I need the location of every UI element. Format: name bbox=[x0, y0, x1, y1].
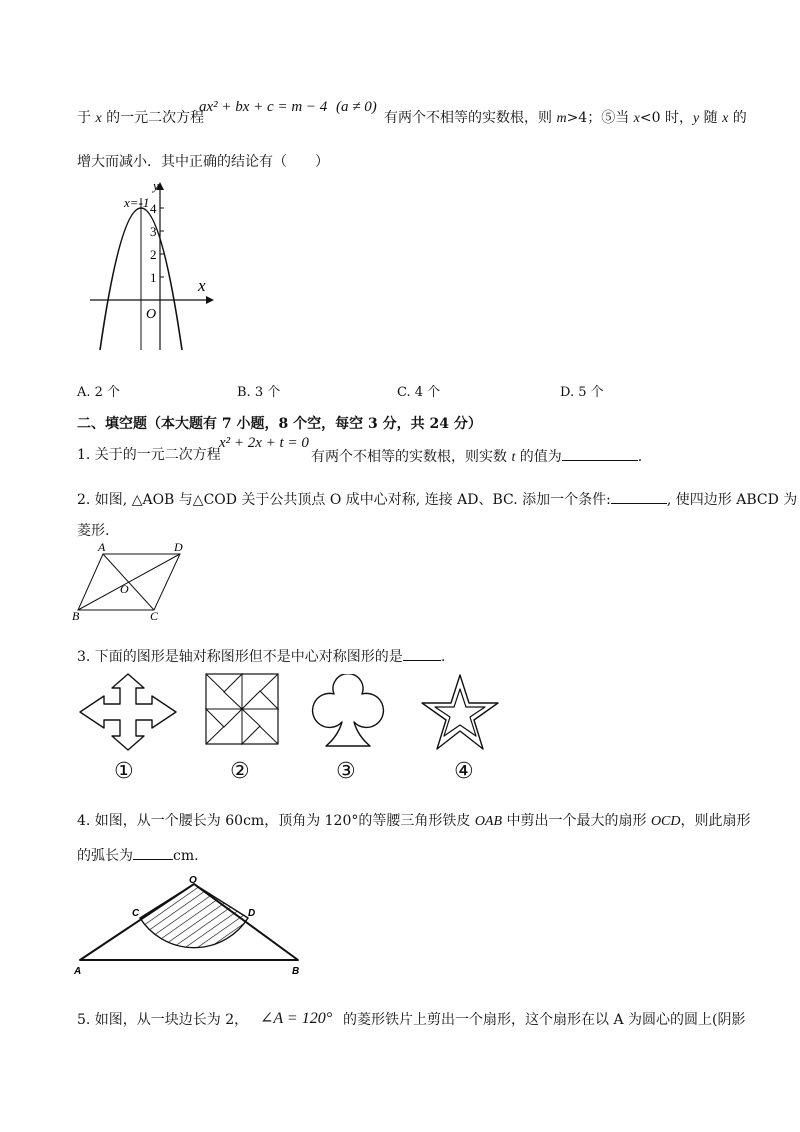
shape-number-1: ① bbox=[114, 759, 134, 784]
text-fragment: 的弧长为 bbox=[77, 848, 133, 864]
arrows-outline bbox=[80, 674, 176, 750]
y-axis-label: y bbox=[153, 178, 159, 193]
answer-blank[interactable] bbox=[133, 845, 173, 860]
var-x: x bbox=[95, 111, 102, 126]
prev-question-line-2: 增大而减小．其中正确的结论有（ ） bbox=[77, 154, 329, 170]
vertex-label-d: D bbox=[174, 540, 183, 554]
vertex-label-b: B bbox=[292, 966, 300, 977]
text-fragment: , 使四边形 ABCD 为 bbox=[666, 492, 798, 508]
shape-club bbox=[308, 674, 388, 750]
prev-question-line-1 bbox=[77, 109, 204, 128]
text-fragment: 有两个不相等的实数根，则 bbox=[384, 110, 557, 126]
prev-question-line-1-tail bbox=[384, 109, 747, 128]
vertex-label: x=-1 bbox=[124, 195, 150, 210]
text-fragment: . bbox=[440, 649, 446, 665]
var-t: t bbox=[511, 450, 516, 465]
text-fragment: 2. 如图, △AOB 与△COD 关于公共顶点 O 成中心对称, 连接 AD、BC. 添加一个条件: bbox=[77, 492, 611, 508]
text-fragment: ，则此扇形 bbox=[680, 813, 751, 829]
point-label-c: C bbox=[132, 908, 140, 919]
q2-line-1 bbox=[77, 489, 797, 509]
tick-label: 3 bbox=[150, 224, 157, 239]
origin-label: O bbox=[146, 307, 157, 322]
q4-line-1 bbox=[77, 812, 751, 831]
tick-label: 4 bbox=[150, 201, 157, 216]
tick-label: 1 bbox=[150, 270, 157, 285]
tick-label: 2 bbox=[150, 247, 157, 262]
q4-line-2 bbox=[77, 845, 199, 865]
q2-line-2: 菱形. bbox=[77, 523, 110, 539]
q5-prefix: 5. 如图，从一块边长为 2， bbox=[77, 1012, 249, 1028]
option-b: B. 3 个 bbox=[237, 385, 281, 400]
text-fragment: 3. 下面的图形是轴对称图形但不是中心对称图形的是 bbox=[77, 649, 403, 665]
prev-condition bbox=[336, 98, 377, 116]
diagonal-bd bbox=[78, 554, 180, 610]
vertex-label-a: A bbox=[74, 966, 82, 977]
point-label-d: D bbox=[248, 908, 256, 919]
q1-prefix: 1. 关于的一元二次方程 bbox=[77, 447, 221, 463]
pinwheel-blade bbox=[242, 709, 260, 744]
center-label-o: O bbox=[120, 582, 129, 596]
vertex-label-b: B bbox=[72, 609, 80, 620]
shape-number-2: ② bbox=[230, 759, 250, 784]
text-fragment: 有两个不相等的实数根，则实数 bbox=[311, 449, 512, 465]
text-fragment: cm. bbox=[173, 848, 199, 864]
shape-double-star bbox=[410, 672, 510, 752]
x-axis-arrow bbox=[206, 296, 214, 304]
section-heading: 二、填空题（本大题有 7 小题，8 个空，每空 3 分，共 24 分） bbox=[77, 416, 482, 432]
club-outline bbox=[313, 674, 384, 746]
text-fragment: 于 bbox=[77, 110, 96, 126]
var-ocd: OCD bbox=[650, 814, 681, 829]
pinwheel-blade bbox=[242, 691, 278, 709]
vertex-label-o: O bbox=[189, 875, 197, 886]
option-d: D. 5 个 bbox=[560, 385, 604, 400]
q1-equation: x² + 2x + t = 0 bbox=[219, 435, 309, 451]
x-axis-label: x bbox=[198, 276, 206, 295]
option-c: C. 4 个 bbox=[397, 385, 441, 400]
var-oab: OAB bbox=[474, 814, 503, 829]
prev-equation bbox=[199, 98, 327, 116]
text-fragment: . bbox=[637, 449, 643, 465]
q3-text bbox=[77, 646, 445, 666]
pinwheel-blade bbox=[206, 709, 242, 727]
parallelogram-figure bbox=[70, 540, 200, 620]
text-fragment: 4. 如图，从一个腰长为 60cm，顶角为 120°的等腰三角形铁皮 bbox=[77, 813, 475, 829]
parabola-graph bbox=[80, 178, 230, 358]
answer-blank[interactable] bbox=[562, 446, 638, 461]
vertex-label-c: C bbox=[150, 609, 159, 620]
vertex-label-a: A bbox=[98, 540, 106, 554]
option-a: A. 2 个 bbox=[77, 385, 121, 400]
shape-number-4: ④ bbox=[454, 759, 474, 784]
pinwheel-blade bbox=[224, 674, 242, 709]
text-fragment: 的值为 bbox=[515, 449, 562, 465]
equation-text: ax² + bx + c = m − 4 bbox=[199, 99, 328, 115]
shape-pinwheel bbox=[202, 672, 282, 746]
text-fragment: 随 bbox=[699, 110, 723, 126]
shape-four-arrows bbox=[78, 672, 178, 752]
var-x: x bbox=[722, 111, 729, 126]
answer-blank[interactable] bbox=[403, 646, 441, 661]
q5-angle: ∠A = 120° bbox=[260, 1010, 333, 1027]
text-fragment: 的 bbox=[728, 110, 747, 126]
hatched-sector bbox=[140, 884, 248, 948]
q5-suffix: 的菱形铁片上剪出一个扇形，这个扇形在以 A 为圆心的圆上(阴影 bbox=[343, 1012, 746, 1028]
triangle-sector-figure bbox=[70, 874, 310, 978]
q1-suffix bbox=[311, 446, 642, 467]
var-m: m bbox=[556, 111, 567, 126]
text-fragment: >4；⑤当 bbox=[566, 110, 634, 126]
var-y: y bbox=[692, 111, 700, 126]
answer-blank[interactable] bbox=[611, 489, 667, 504]
star-outer bbox=[422, 675, 498, 749]
condition-text: (a ≠ 0) bbox=[336, 99, 377, 115]
text-fragment: 的一元二次方程 bbox=[101, 110, 205, 126]
shape-number-3: ③ bbox=[336, 759, 356, 784]
text-fragment: <0 时， bbox=[639, 110, 693, 126]
text-fragment: 中剪出一个最大的扇形 bbox=[502, 813, 651, 829]
var-x: x bbox=[633, 111, 640, 126]
